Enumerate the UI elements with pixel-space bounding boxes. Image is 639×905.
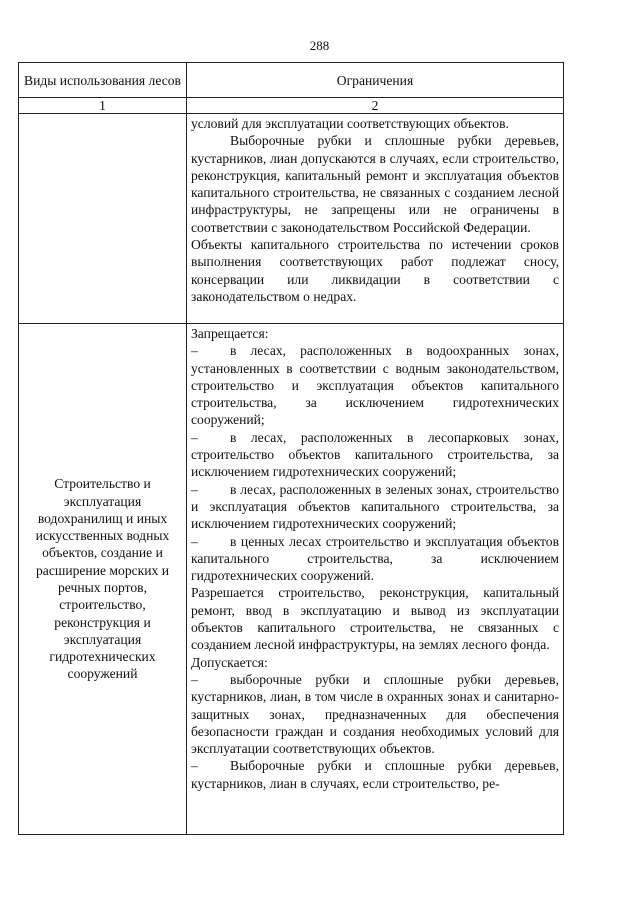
dash-bullet: – (191, 671, 198, 687)
restriction-paragraph (191, 654, 559, 671)
header-forest-use-types: Виды использования лесов (19, 63, 187, 98)
dash-bullet: – (191, 758, 198, 774)
restriction-paragraph (191, 429, 559, 481)
paragraph-text: условий для эксплуатации соответствующих объектов. (191, 116, 509, 131)
paragraph-text: выборочные рубки и сплошные рубки деревьев, кустарников, лиан, в том числе в охранных зонах и санитарно-защитных зонах, предназначенных для обеспечения безопасности граждан и создания необходимых условий для эксплуатации соответствующих объектов. (191, 671, 559, 757)
restriction-paragraph (191, 757, 559, 792)
paragraph-text: Запрещается: (191, 326, 269, 341)
header-restrictions: Ограничения (187, 63, 564, 98)
paragraph-text: Выборочные рубки и сплошные рубки деревьев, кустарников, лиан в случаях, если строительство, ре- (191, 758, 559, 791)
restriction-paragraph (191, 584, 559, 653)
restriction-paragraph (191, 325, 559, 342)
table-row (19, 324, 564, 835)
restriction-paragraph (191, 115, 559, 132)
column-number-1: 1 (19, 98, 187, 114)
page-number: 288 (309, 38, 330, 53)
restriction-paragraph (191, 533, 559, 585)
paragraph-text: в лесах, расположенных в водоохранных зонах, установленных в соответствии с водным законодательством, строительство и эксплуатация объектов капитального строительства, за исключением гидротехнических сооружений; (191, 343, 559, 428)
table-row (19, 114, 564, 324)
paragraph-text: Допускается: (191, 654, 268, 670)
restrictions-cell (187, 114, 564, 324)
restriction-paragraph (191, 481, 559, 533)
dash-bullet: – (191, 343, 198, 359)
restriction-paragraph (191, 236, 559, 305)
restriction-paragraph (191, 342, 559, 428)
restrictions-cell (187, 324, 564, 835)
forest-use-cell: Строительство и эксплуатация водохранилищ и иных искусственных водных объектов, создание и расширение морских и речных портов, строительство, реконструкция и эксплуатация гидротехнических сооружений (19, 324, 187, 835)
restriction-paragraph (191, 671, 559, 757)
dash-bullet: – (191, 533, 198, 549)
restriction-paragraph (191, 132, 559, 236)
paragraph-text: Объекты капитального строительства по истечении сроков выполнения соответствующих работ подлежат сносу, консервации или ликвидации в соответствии с законодательством о недрах. (191, 237, 559, 304)
forest-use-cell (19, 114, 187, 324)
paragraph-text: Выборочные рубки и сплошные рубки деревьев, кустарников, лиан допускаются в случаях, если строительство, реконструкция, капитальный ремонт и эксплуатация объектов капитального строительства, не связанных с созданием лесной инфраструктуры, не запрещены или не ограничены в соответствии с законодательством Российской Федерации. (191, 133, 559, 235)
dash-bullet: – (191, 429, 198, 445)
paragraph-text: в лесах, расположенных в лесопарковых зонах, строительство объектов капитального строительства, за исключением гидротехнических сооружений; (191, 429, 559, 480)
paragraph-text: в лесах, расположенных в зеленых зонах, строительство и эксплуатация объектов капитального строительства, за исключением гидротехнических сооружений; (191, 481, 559, 532)
column-number-2: 2 (187, 98, 564, 114)
restrictions-table (18, 62, 564, 835)
dash-bullet: – (191, 481, 198, 497)
paragraph-text: в ценных лесах строительство и эксплуатация объектов капитального строительства, за исключением гидротехнических сооружений. (191, 533, 559, 584)
paragraph-text: Разрешается строительство, реконструкция, капитальный ремонт, ввод в эксплуатацию и вывод из эксплуатации объектов капитального строительства, не связанных с созданием лесной инфраструктуры, на землях лесного фонда. (191, 585, 559, 653)
